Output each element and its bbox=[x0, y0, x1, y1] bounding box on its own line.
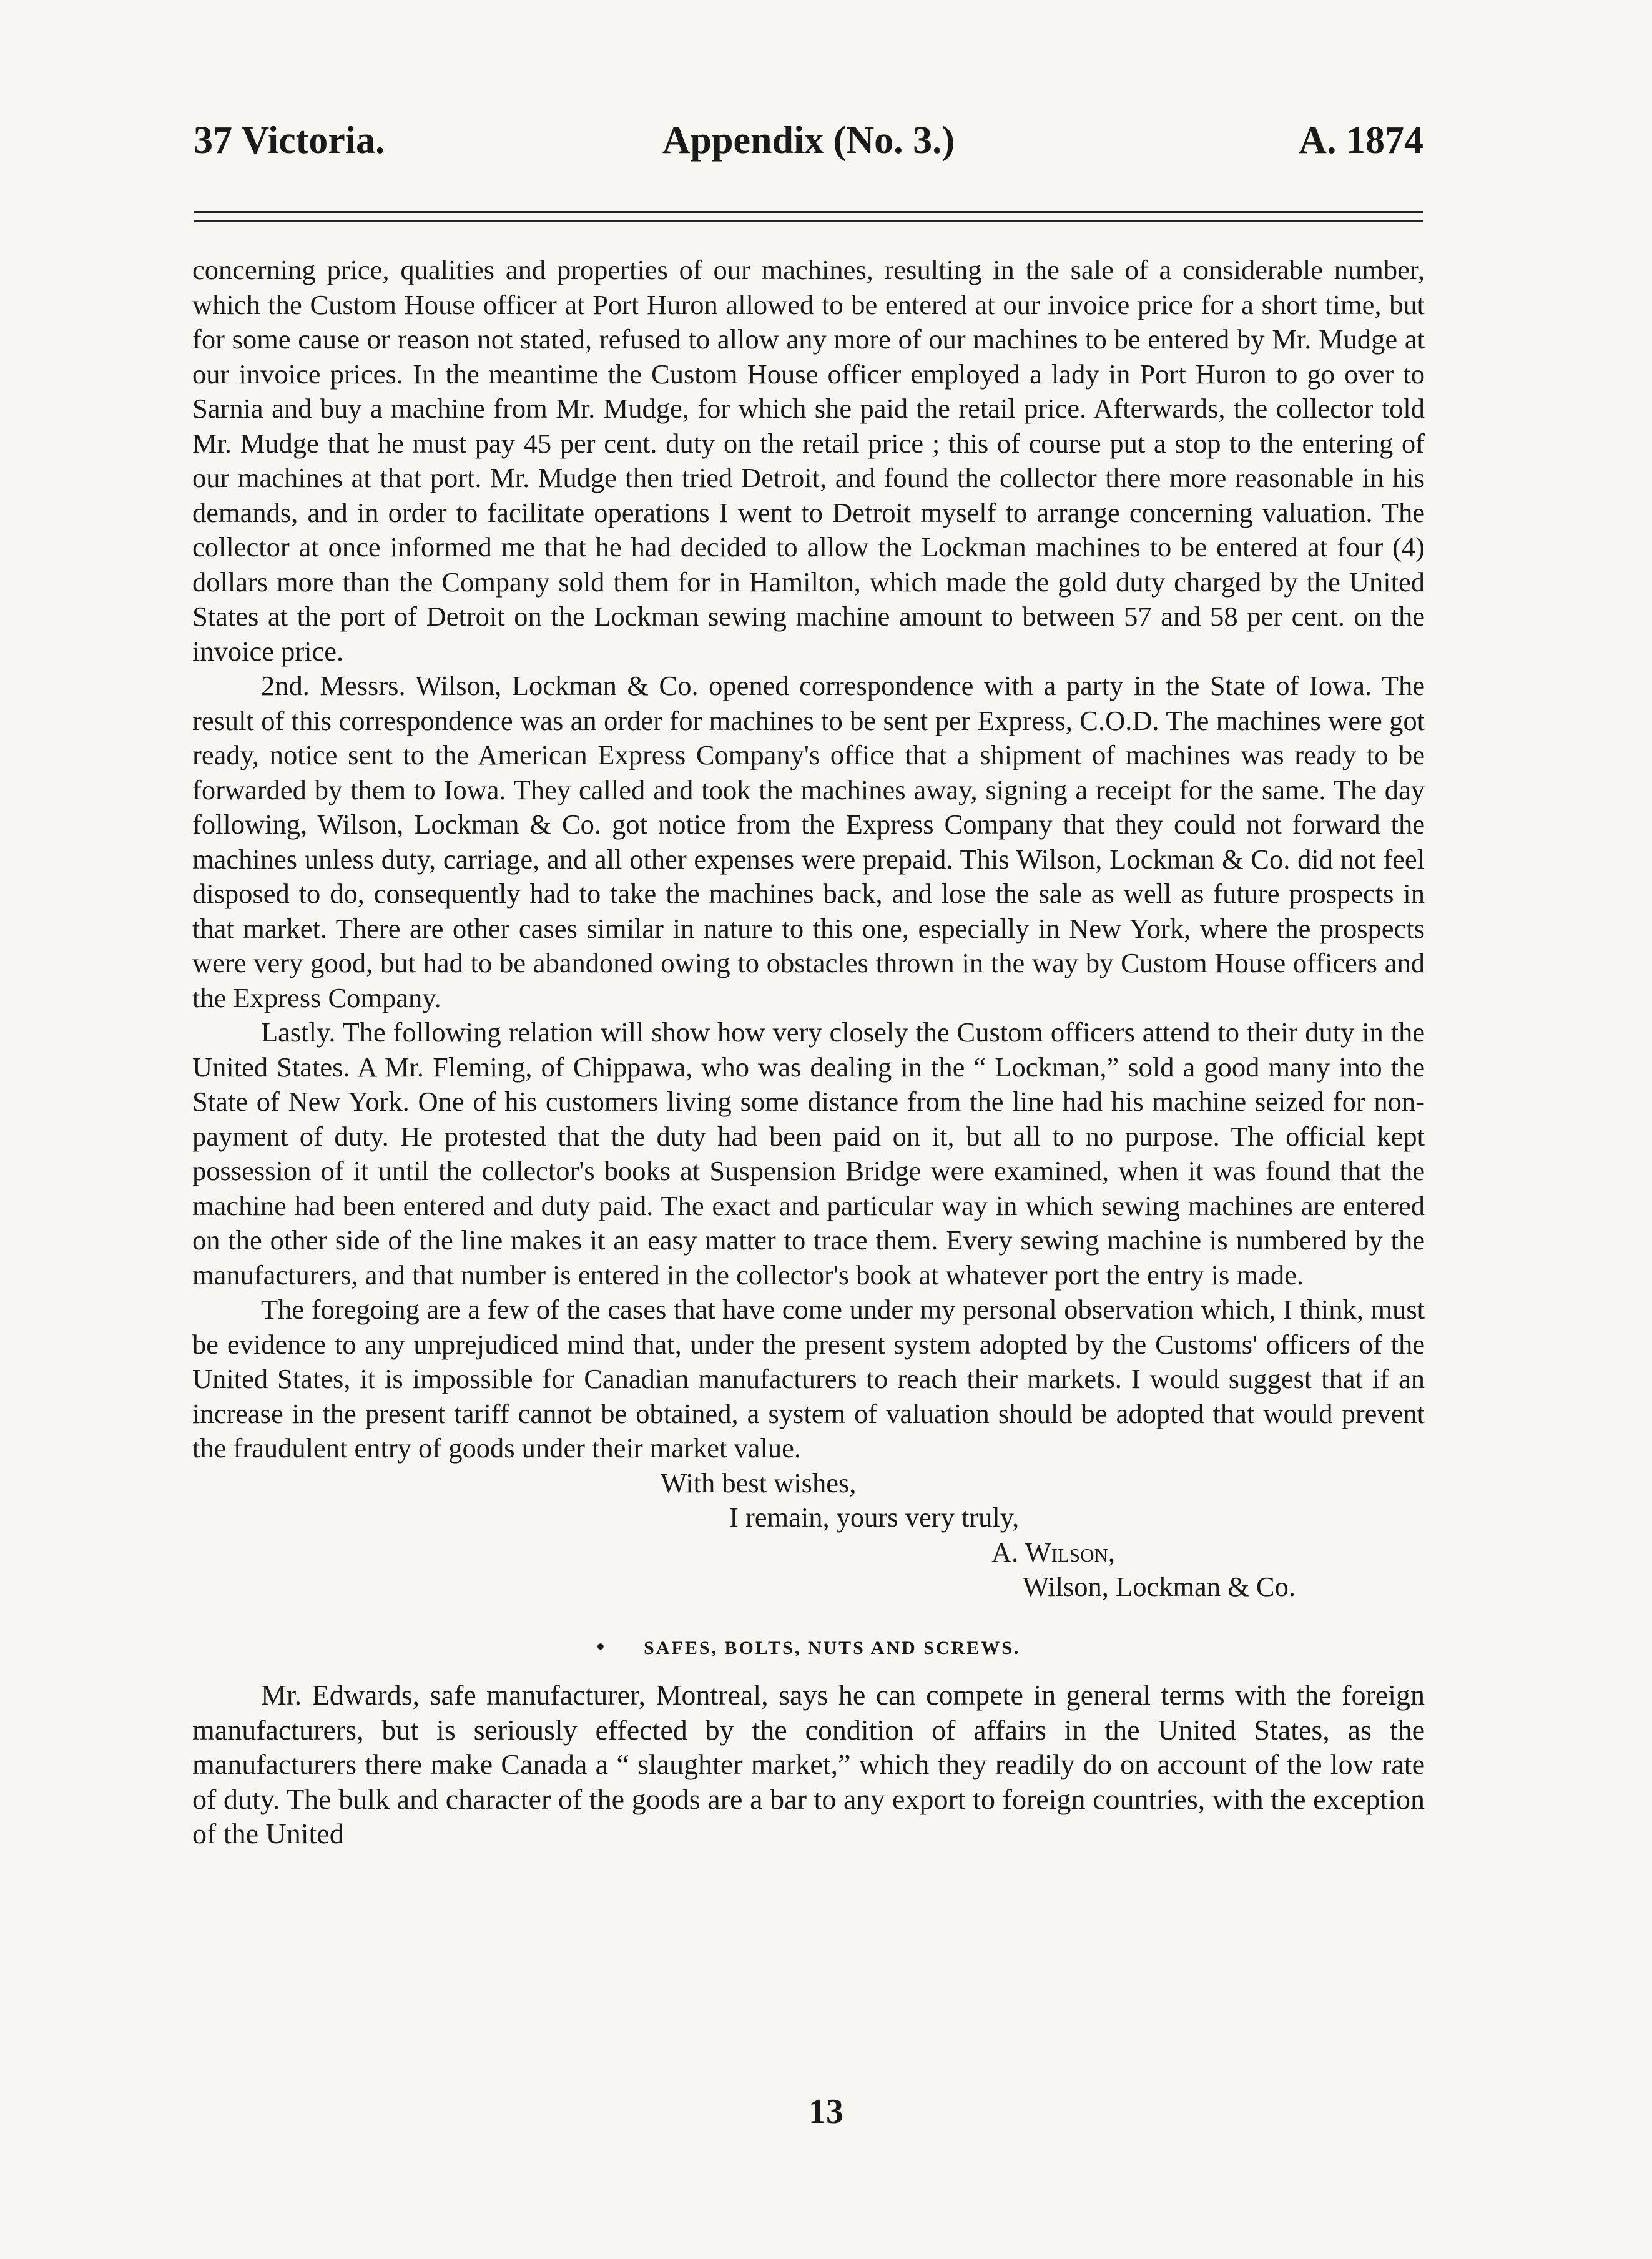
section-heading bbox=[192, 1630, 1425, 1666]
paragraph-second-case: 2nd. Messrs. Wilson, Lockman & Co. opened correspondence with a party in the State of Iowa. The result of this correspondence was an order for machines to be sent per Express, C.O.D. The machines were got ready, notice sent to the American Express Company's office that a shipment of machines was ready to be forwarded by them to Iowa. They called and took the machines away, signing a receipt for the same. The day following, Wilson, Lockman & Co. got notice from the Express Company that they could not forward the machines unless duty, carriage, and all other expenses were prepaid. This Wilson, Lockman & Co. did not feel disposed to do, consequently had to take the machines back, and lose the sale as well as future prospects in that market. There are other cases similar in nature to this one, especially in New York, where the prospects were very good, but had to be abandoned owing to obstacles thrown in the way by Custom House officers and the Express Company. bbox=[192, 670, 1425, 1013]
paragraph-lastly: Lastly. The following relation will show how very closely the Custom officers attend to their duty in the United States. A Mr. Fleming, of Chippawa, who was dealing in the “ Lockman,” sold a good many into the State of New York. One of his customers living some distance from the line had his machine seized for non-payment of duty. He protested that the duty had been paid on it, but all to no purpose. The official kept possession of it until the collector's books at Suspension Bridge were examined, when it was found that the machine had been entered and duty paid. The exact and particular way in which sewing machines are entered on the other side of the line makes it an easy matter to trace them. Every sewing machine is numbered by the manufacturers, and that number is entered in the collector's book at whatever port the entry is made. bbox=[192, 1016, 1425, 1291]
header-rule-top bbox=[194, 211, 1423, 213]
signoff-greeting: With best wishes, bbox=[661, 1467, 857, 1499]
header-session: 37 Victoria. bbox=[194, 119, 385, 162]
bullet-mark: • bbox=[596, 1633, 607, 1659]
document-body bbox=[192, 253, 1425, 1851]
letter-signoff bbox=[192, 1466, 1425, 1605]
header-appendix-title: Appendix (No. 3.) bbox=[662, 119, 955, 162]
page-number: 13 bbox=[809, 2092, 843, 2131]
signoff-name: A. Wilson, bbox=[991, 1536, 1115, 1568]
paragraph-conclusion: The foregoing are a few of the cases that have come under my personal observation which, I think, must be evidence to any unprejudiced mind that, under the present system adopted by the Customs' officers of the United States, it is impossible for Canadian manufacturers to reach their markets. I would suggest that if an increase in the present tariff cannot be obtained, a system of valuation should be adopted that would prevent the fraudulent entry of goods under their market value. bbox=[192, 1294, 1425, 1464]
header-year: A. 1874 bbox=[1299, 119, 1423, 162]
header-rule-bottom bbox=[194, 220, 1423, 222]
paragraph-continuation: concerning price, qualities and properties of our machines, resulting in the sale of a considerable number, which the Custom House officer at Port Huron allowed to be entered at our invoice price for a short time, but for some cause or reason not stated, refused to allow any more of our machines to be entered by Mr. Mudge at our invoice prices. In the meantime the Custom House officer employed a lady in Port Huron to go over to Sarnia and buy a machine from Mr. Mudge, for which she paid the retail price. Afterwards, the collector told Mr. Mudge that he must pay 45 per cent. duty on the retail price ; this of course put a stop to the entering of our machines at that port. Mr. Mudge then tried Detroit, and found the collector there more reasonable in his demands, and in order to facilitate operations I went to Detroit myself to arrange concerning valuation. The collector at once informed me that he had decided to allow the Lockman machines to be entered at four (4) dollars more than the Company sold them for in Hamilton, which made the gold duty charged by the United States at the port of Detroit on the Lockman sewing machine amount to between 57 and 58 per cent. on the invoice price. bbox=[192, 254, 1425, 667]
signoff-closing: I remain, yours very truly, bbox=[729, 1502, 1020, 1533]
page-header bbox=[194, 119, 1423, 187]
paragraph-safes: Mr. Edwards, safe manufacturer, Montreal, says he can compete in general terms with the foreign manufacturers, but is seriously effected by the condition of affairs in the United States, as the manufacturers there make Canada a “ slaughter market,” which they readily do on account of the low rate of duty. The bulk and character of the goods are a bar to any export to foreign countries, with the exception of the United bbox=[192, 1679, 1425, 1849]
section-heading-text: SAFES, BOLTS, NUTS AND SCREWS. bbox=[644, 1637, 1021, 1658]
signoff-company: Wilson, Lockman & Co. bbox=[1023, 1571, 1296, 1602]
